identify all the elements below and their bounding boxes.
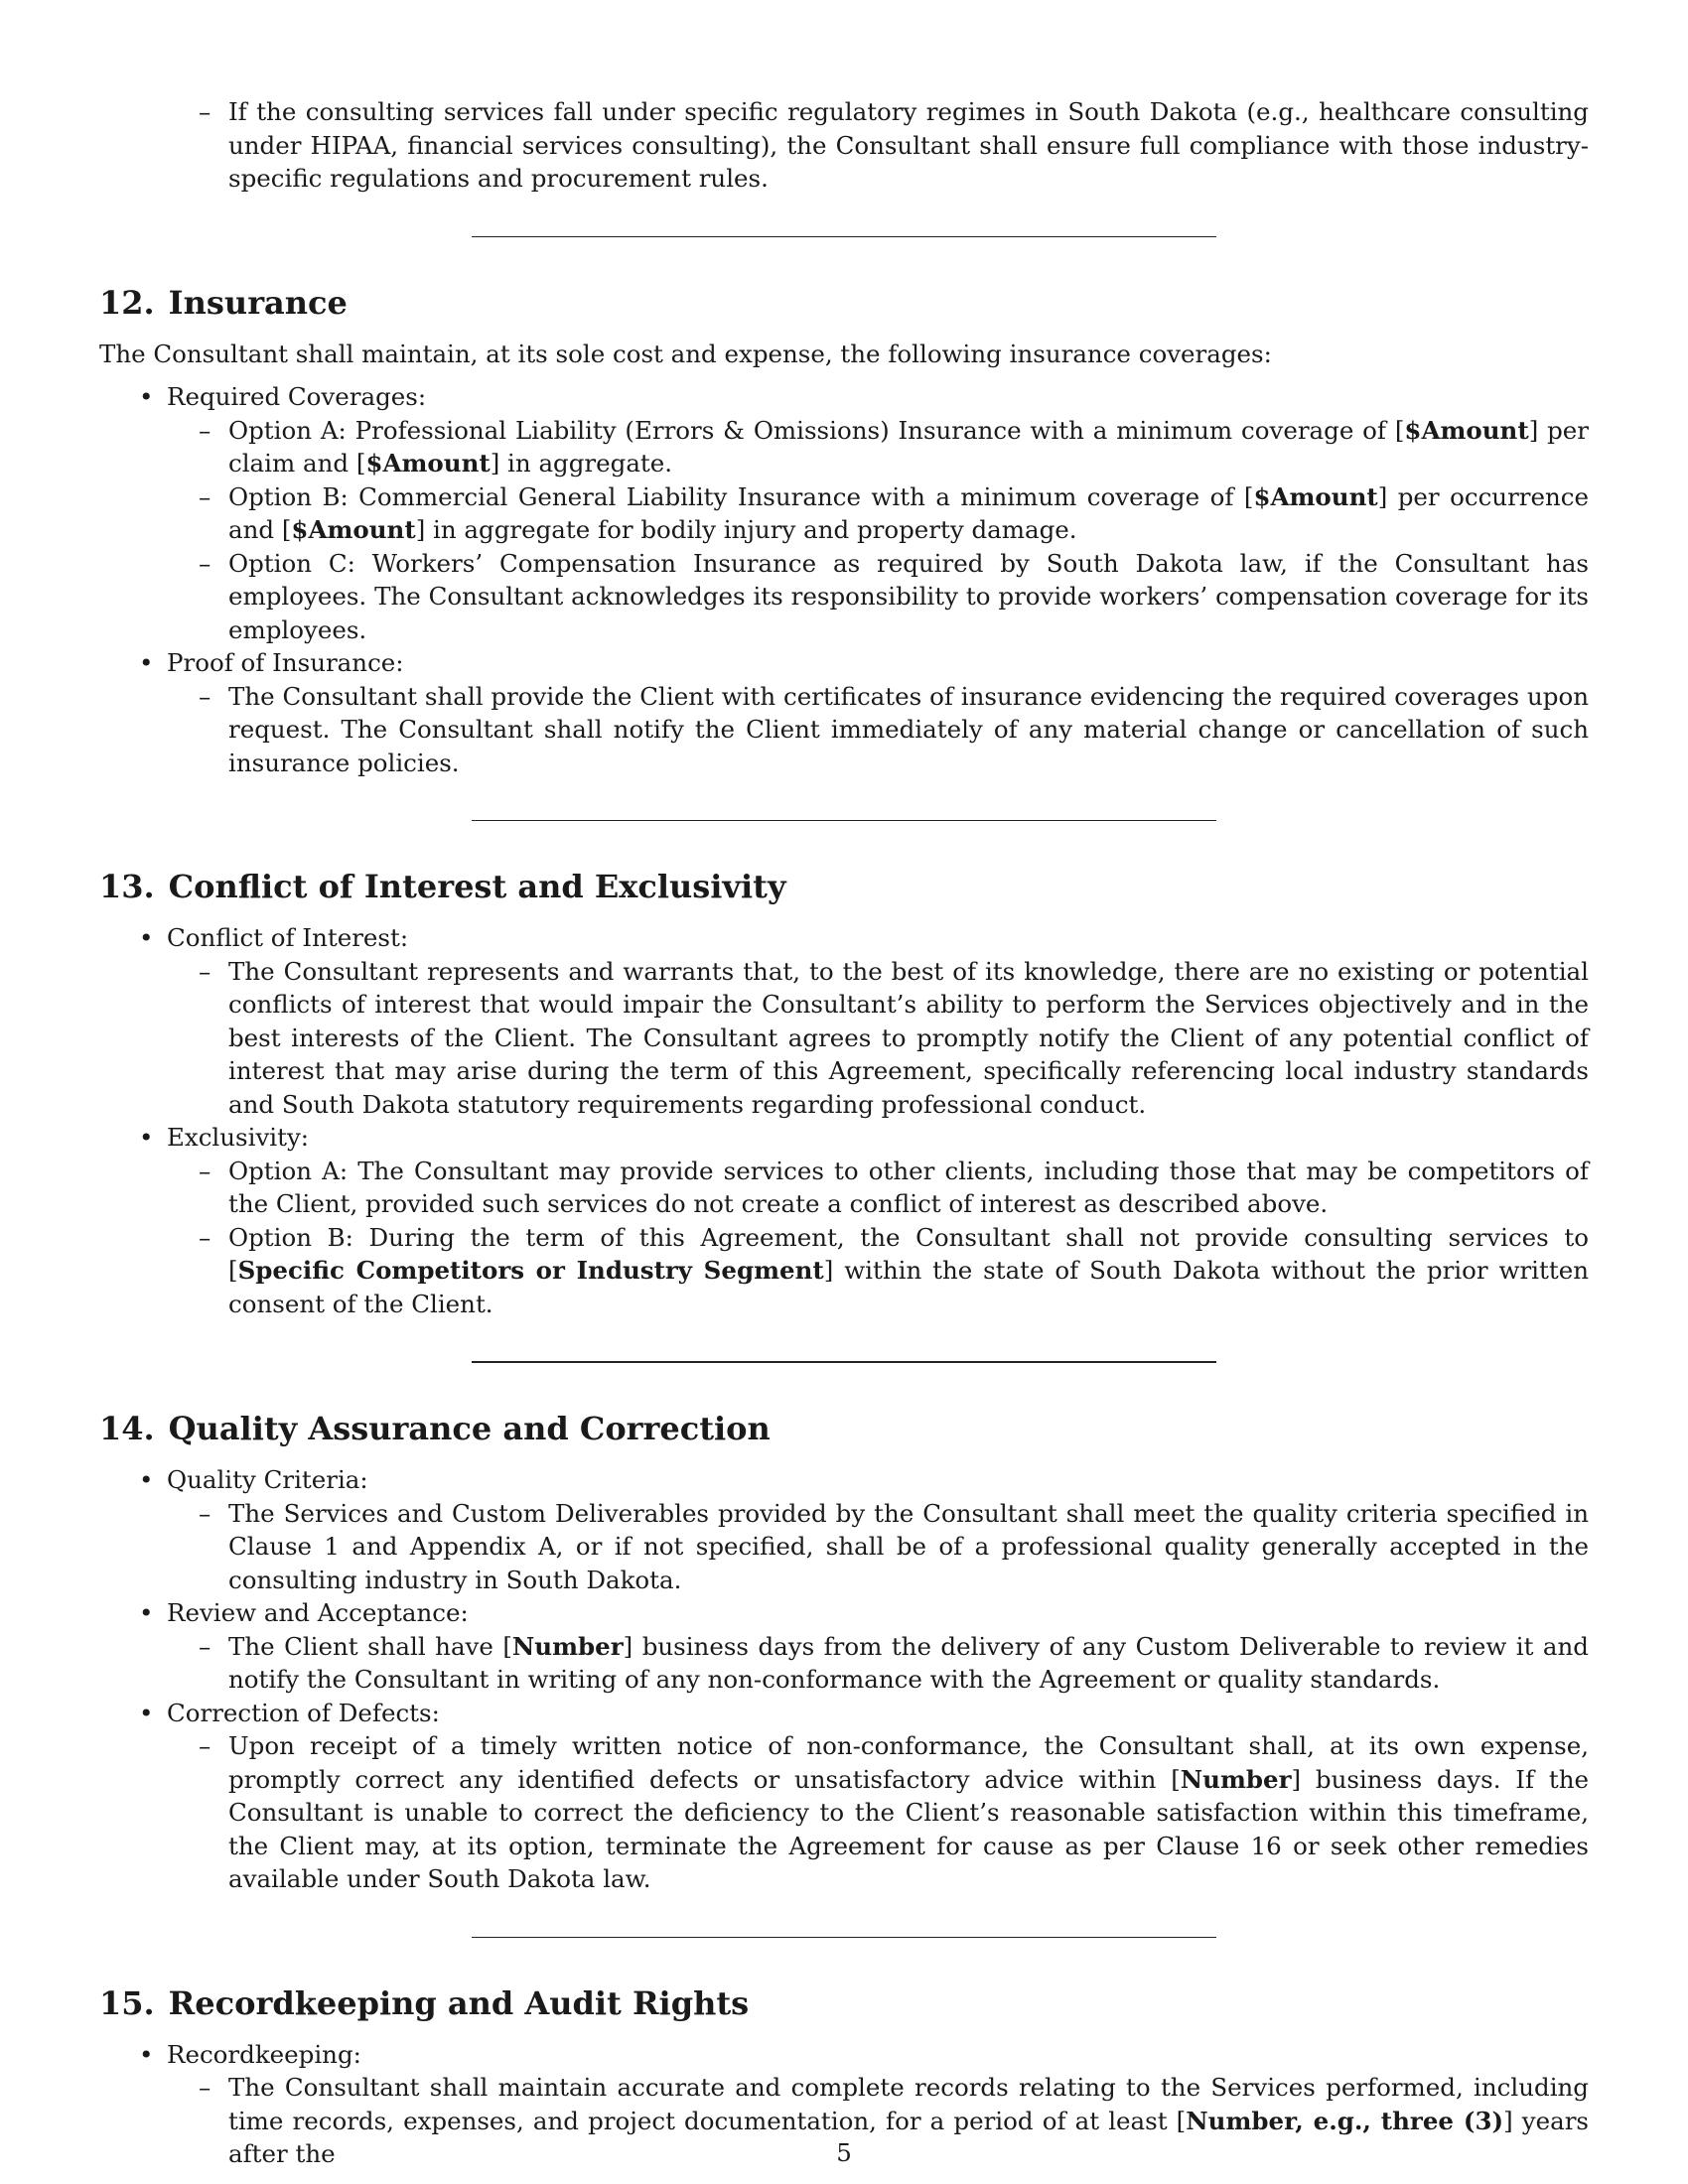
conflict-list xyxy=(99,921,1589,1320)
option-text: ] in aggregate for bodily injury and property damage. xyxy=(415,515,1077,544)
section-divider xyxy=(472,236,1216,237)
option-b-item xyxy=(199,480,1589,547)
review-item xyxy=(199,1630,1589,1697)
option-text: ] in aggregate. xyxy=(490,449,673,478)
list-item-exclusivity xyxy=(139,1121,1589,1320)
section-number: 12. xyxy=(99,283,155,322)
option-b-item xyxy=(199,1221,1589,1321)
section-divider xyxy=(472,1361,1216,1363)
section-insurance xyxy=(99,284,1589,780)
option-text: ] per occurrence and [ xyxy=(228,481,1589,544)
recordkeeping-text: The Consultant shall maintain accurate and complete records relating to the Services performed, including time records, expenses, and project documentation, for a period of at least [ xyxy=(228,2073,1589,2135)
dash-marker: – xyxy=(199,2073,211,2102)
option-text: Option A: The Consultant may provide services to other clients, including those that may be competitors of the Client, provided such services do not create a conflict of interest as described above. xyxy=(228,1156,1589,1218)
list-item-label: Proof of Insurance: xyxy=(167,648,404,677)
option-text: ] within the state of South Dakota without the prior written consent of the Client. xyxy=(228,1256,1589,1318)
placeholder-field: Number, e.g., three (3) xyxy=(1186,2106,1504,2135)
dash-marker: – xyxy=(199,97,211,126)
list-item-review-acceptance xyxy=(139,1596,1589,1697)
dash-marker: – xyxy=(199,681,211,711)
conflict-text: The Consultant represents and warrants that, to the best of its knowledge, there are no existing or potential conflicts of interest that would impair the Consultant’s ability to perform the Services objectively and in the best interests of the Client. The Consultant agrees to promptly notify the Client of any potential conflict of interest that may arise during the term of this Agreement, specifically referencing local industry standards and South Dakota statutory requirements regarding professional conduct. xyxy=(228,956,1589,1119)
section-title: Conflict of Interest and Exclusivity xyxy=(168,868,786,905)
list-item-label: Quality Criteria: xyxy=(167,1465,368,1494)
list-item-proof-of-insurance xyxy=(139,646,1589,779)
option-a-item xyxy=(199,414,1589,480)
option-text: Option C: Workers’ Compensation Insurance as required by South Dakota law, if the Consultant has employees. The Consultant acknowledges its responsibility to provide workers’ compensation coverage for its employees. xyxy=(228,548,1589,644)
document-page xyxy=(99,95,1589,2171)
dash-marker: – xyxy=(199,1631,211,1661)
bullet-marker: • xyxy=(139,1698,154,1727)
section-heading xyxy=(99,1984,1589,2022)
section-heading xyxy=(99,1410,1589,1447)
section-quality-assurance xyxy=(99,1410,1589,1896)
option-a-item xyxy=(199,1155,1589,1221)
dash-marker: – xyxy=(199,1731,211,1760)
dash-marker: – xyxy=(199,1498,211,1528)
section-heading xyxy=(99,868,1589,905)
conflict-item xyxy=(199,955,1589,1122)
list-item-label: Exclusivity: xyxy=(167,1123,310,1152)
dash-marker: – xyxy=(199,956,211,986)
correction-text: ] business days. If the Consultant is unable to correct the deficiency to the Client’s reasonable satisfaction within this timeframe, the Client may, at its option, terminate the Agreement for cause as per Clause 16 or seek other remedies available under South Dakota law. xyxy=(228,1764,1589,1893)
bullet-marker: • xyxy=(139,382,154,411)
list-item-quality-criteria xyxy=(139,1463,1589,1596)
dash-marker: – xyxy=(199,1156,211,1185)
list-item-required-coverages xyxy=(139,380,1589,646)
regulatory-text: If the consulting services fall under specific regulatory regimes in South Dakota (e.g., healthcare consulting under HIPAA, financial services consulting), the Consultant shall ensure full compliance with those industry-specific regulations and procurement rules. xyxy=(228,97,1589,193)
correction-sublist xyxy=(167,1729,1589,1896)
list-item-label: Recordkeeping: xyxy=(167,2039,361,2069)
option-text: Option B: Commercial General Liability Insurance with a minimum coverage of [ xyxy=(228,481,1254,511)
proof-sublist xyxy=(167,680,1589,780)
placeholder-field: $Amount xyxy=(291,515,416,544)
list-item-label: Conflict of Interest: xyxy=(167,923,409,952)
proof-item xyxy=(199,680,1589,780)
bullet-marker: • xyxy=(139,1598,154,1627)
correction-text: Upon receipt of a timely written notice of non-conformance, the Consultant shall, at its own expense, promptly correct any identified defects or unsatisfactory advice within [ xyxy=(228,1731,1589,1794)
dash-marker: – xyxy=(199,1222,211,1252)
section-number: 14. xyxy=(99,1410,155,1447)
regulatory-sublist xyxy=(99,95,1589,196)
section-divider xyxy=(472,1937,1216,1938)
conflict-sublist xyxy=(167,955,1589,1122)
dash-marker: – xyxy=(199,415,211,445)
review-sublist xyxy=(167,1630,1589,1697)
page-number: 5 xyxy=(836,2138,852,2167)
list-item-label: Required Coverages: xyxy=(167,382,427,411)
regulatory-item xyxy=(199,95,1589,196)
list-item-label: Review and Acceptance: xyxy=(167,1598,469,1627)
dash-marker: – xyxy=(199,481,211,511)
review-text: ] business days from the delivery of any Custom Deliverable to review it and notify the Consultant in writing of any non-conformance with the Agreement or quality standards. xyxy=(228,1631,1589,1694)
bullet-marker: • xyxy=(139,1123,154,1152)
placeholder-field: $Amount xyxy=(1404,415,1529,445)
correction-item xyxy=(199,1729,1589,1896)
quality-list xyxy=(99,1463,1589,1896)
placeholder-field: $Amount xyxy=(1253,481,1378,511)
list-item-label: Correction of Defects: xyxy=(167,1698,440,1727)
section-heading xyxy=(99,284,1589,322)
quality-criteria-sublist xyxy=(167,1497,1589,1597)
bullet-marker: • xyxy=(139,2039,154,2069)
list-item-correction-defects xyxy=(139,1697,1589,1896)
insurance-intro: The Consultant shall maintain, at its sole cost and expense, the following insurance coverages: xyxy=(99,339,1272,368)
section-title: Recordkeeping and Audit Rights xyxy=(168,1983,750,2022)
dash-marker: – xyxy=(199,548,211,578)
bullet-marker: • xyxy=(139,648,154,677)
list-item-conflict xyxy=(139,921,1589,1121)
section-title: Insurance xyxy=(168,283,348,322)
bullet-marker: • xyxy=(139,923,154,952)
placeholder-field: $Amount xyxy=(365,449,491,478)
proof-text: The Consultant shall provide the Client with certificates of insurance evidencing the required coverages upon request. The Consultant shall notify the Client immediately of any material change or cancellation of such insurance policies. xyxy=(228,681,1589,777)
option-text: Option B: During the term of this Agreement, the Consultant shall not provide consulting services to [ xyxy=(228,1222,1589,1285)
exclusivity-options xyxy=(167,1155,1589,1321)
option-c-item xyxy=(199,547,1589,647)
section-title: Quality Assurance and Correction xyxy=(168,1410,771,1447)
quality-criteria-item xyxy=(199,1497,1589,1597)
coverage-options xyxy=(167,414,1589,647)
section-number: 15. xyxy=(99,1983,155,2022)
section-conflict-of-interest xyxy=(99,868,1589,1320)
review-text: The Client shall have [ xyxy=(228,1631,512,1661)
placeholder-field: Number xyxy=(511,1631,624,1661)
section-number: 13. xyxy=(99,868,155,905)
section-divider xyxy=(472,820,1216,821)
placeholder-field: Specific Competitors or Industry Segment xyxy=(237,1256,824,1285)
placeholder-field: Number xyxy=(1180,1764,1292,1794)
option-text: Option A: Professional Liability (Errors & Omissions) Insurance with a minimum coverage of [ xyxy=(228,415,1405,445)
recordkeeping-text: ] years after the xyxy=(228,2106,1590,2168)
bullet-marker: • xyxy=(139,1465,154,1494)
option-text: ] per claim and [ xyxy=(228,415,1589,478)
quality-criteria-text: The Services and Custom Deliverables provided by the Consultant shall meet the quality criteria specified in Clause 1 and Appendix A, or if not specified, shall be of a professional quality generally accepted in the consulting industry in South Dakota. xyxy=(228,1498,1589,1594)
insurance-list xyxy=(99,380,1589,779)
